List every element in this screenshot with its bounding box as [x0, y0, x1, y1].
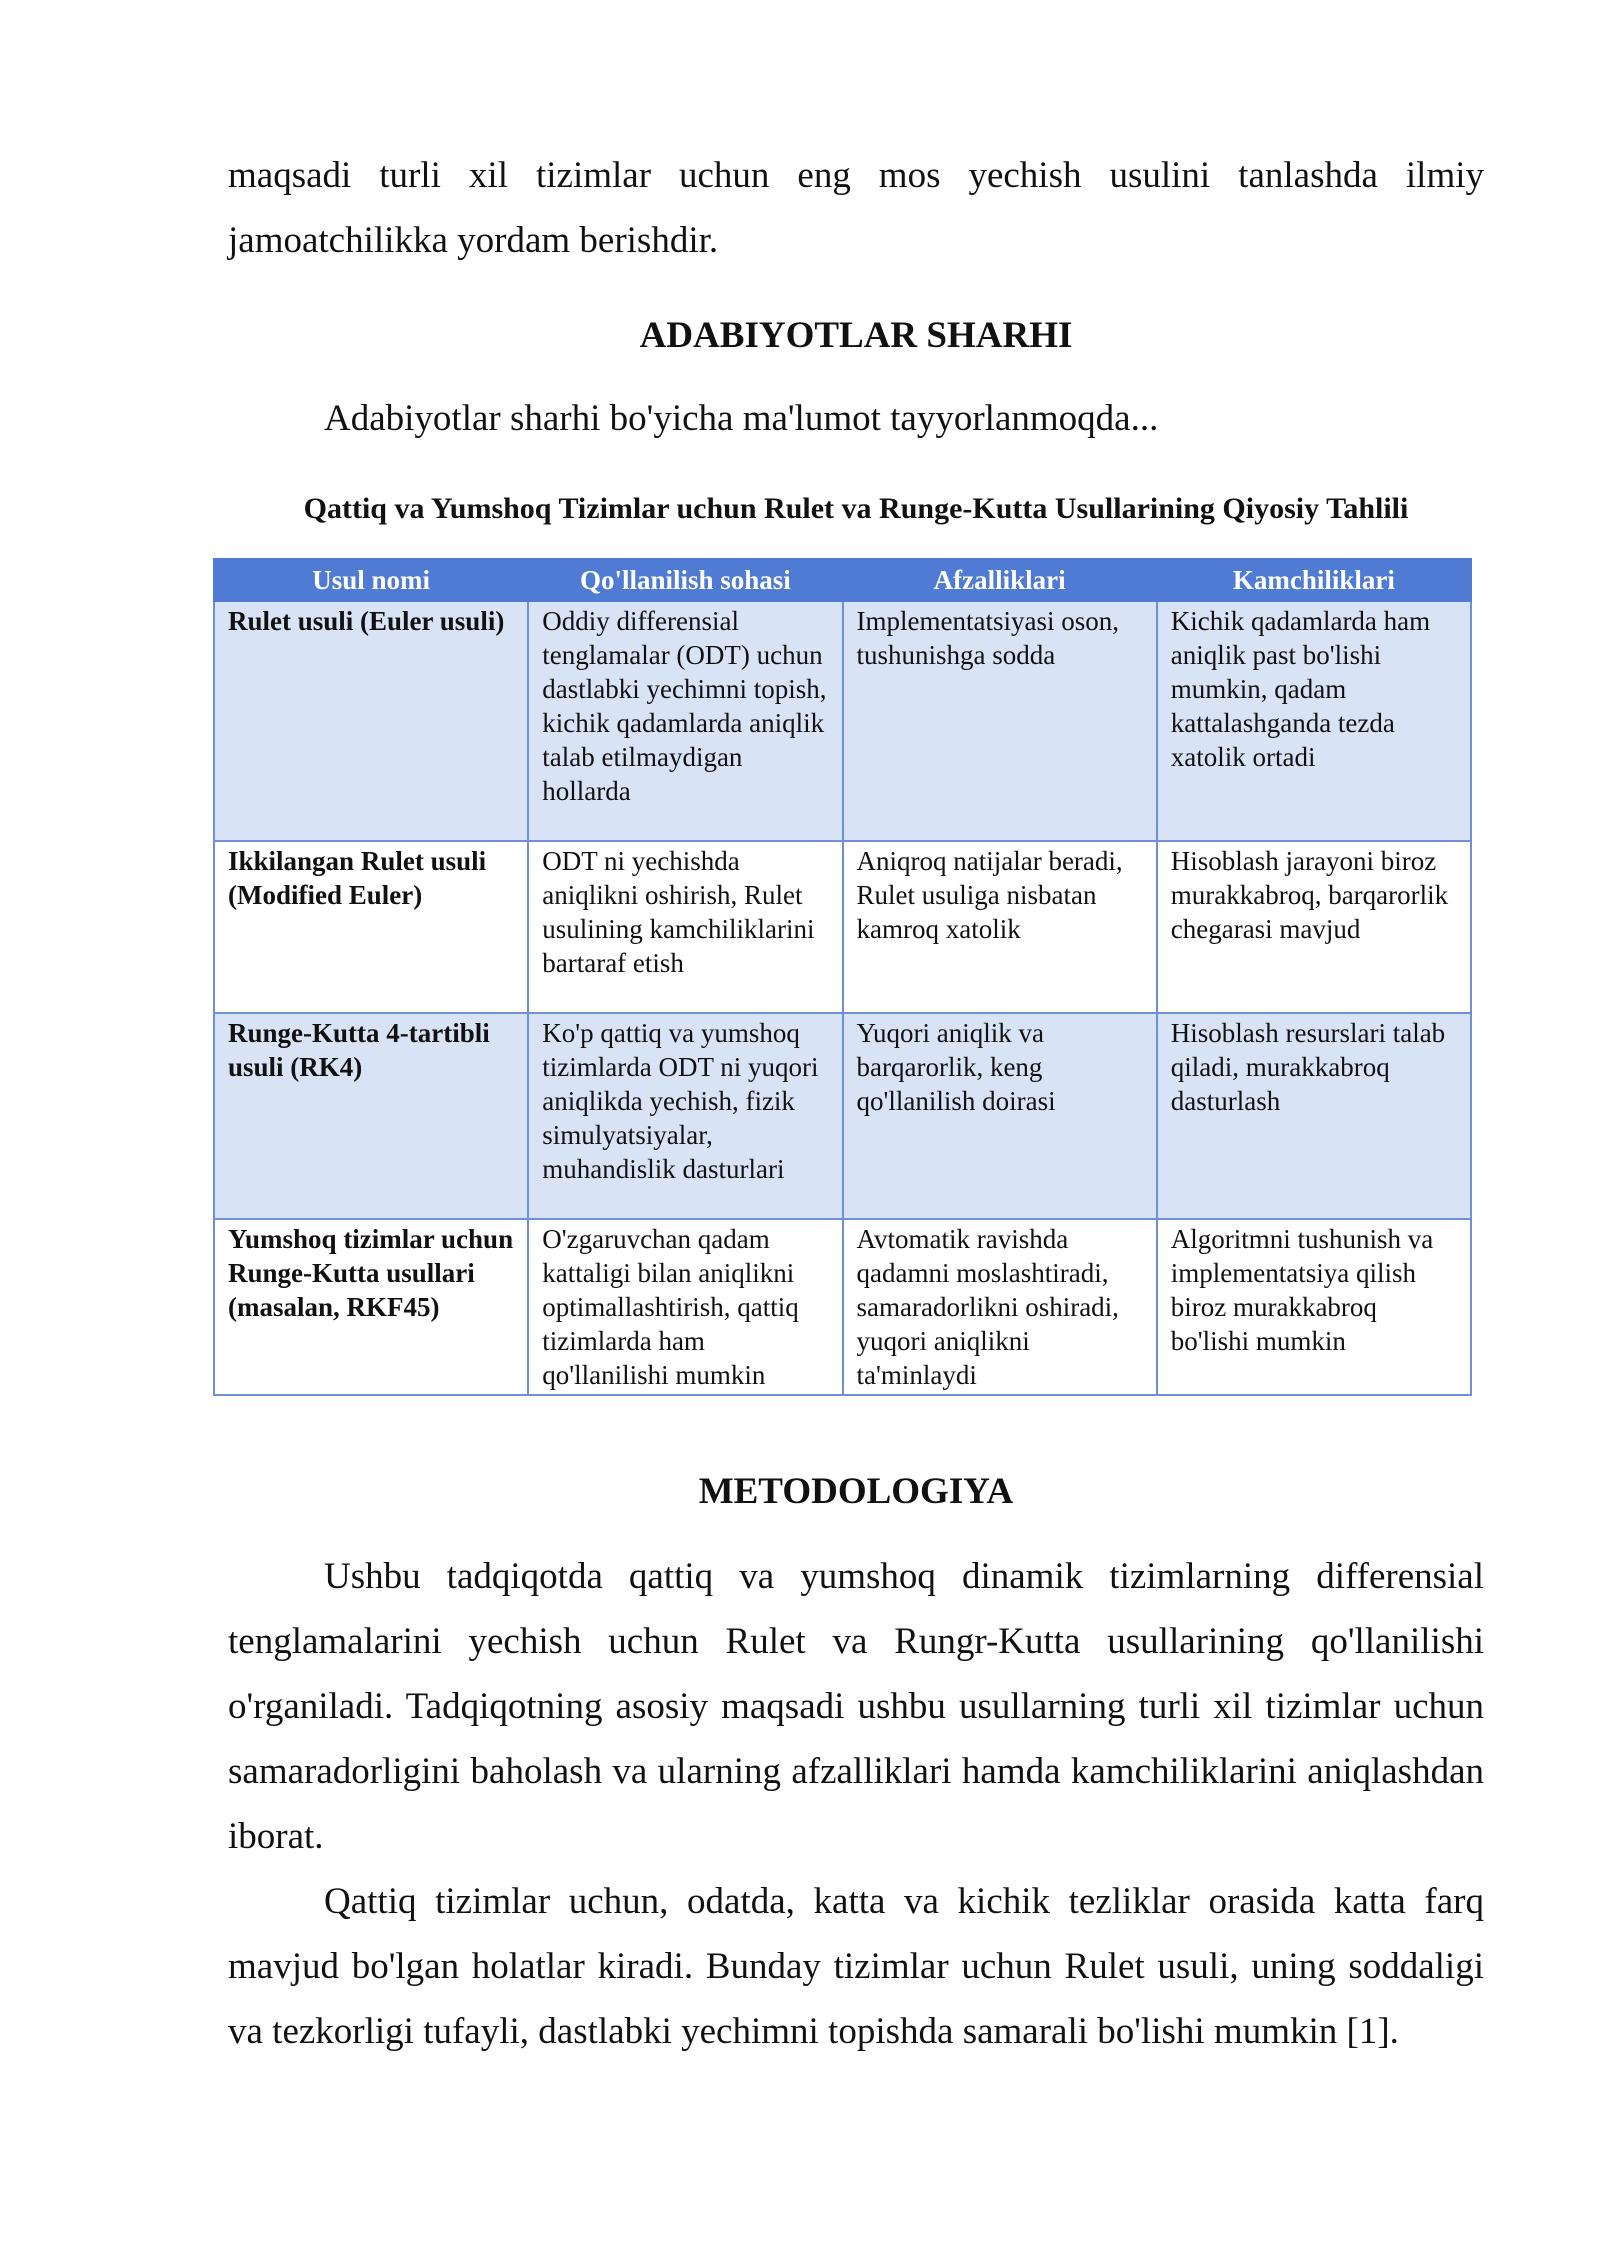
- application-cell: O'zgaruvchan qadam kattaligi bilan aniqlikni optimallashtirish, qattiq tizimlarda ham qo'llanilishi mumkin: [528, 1219, 842, 1395]
- intro-paragraph: maqsadi turli xil tizimlar uchun eng mos yechish usulini tanlashda ilmiy jamoatchilikka yordam berishdir.: [228, 155, 1484, 261]
- disadvantages-cell: Hisoblash jarayoni biroz murakkabroq, barqarorlik chegarasi mavjud: [1157, 841, 1471, 1013]
- methodology-heading: METODOLOGIYA: [698, 1471, 1014, 1512]
- table-header-row: [214, 559, 1471, 601]
- column-header-application: Qo'llanilish sohasi: [528, 559, 842, 601]
- table-row: [214, 841, 1471, 1013]
- disadvantages-cell: Hisoblash resurslari talab qiladi, murakkabroq dasturlash: [1157, 1013, 1471, 1219]
- disadvantages-cell: Algoritmni tushunish va implementatsiya qilish biroz murakkabroq bo'lishi mumkin: [1157, 1219, 1471, 1395]
- method-name-cell: Rulet usuli (Euler usuli): [214, 601, 528, 841]
- advantages-cell: Yuqori aniqlik va barqarorlik, keng qo'llanilish doirasi: [843, 1013, 1157, 1219]
- literature-heading: ADABIYOTLAR SHARHI: [639, 315, 1073, 356]
- disadvantages-cell: Kichik qadamlarda ham aniqlik past bo'lishi mumkin, qadam kattalashganda tezda xatolik ortadi: [1157, 601, 1471, 841]
- table-title: Qattiq va Yumshoq Tizimlar uchun Rulet va Runge-Kutta Usullarining Qiyosiy Tahlili: [303, 492, 1409, 525]
- application-cell: Ko'p qattiq va yumshoq tizimlarda ODT ni yuqori aniqlikda yechish, fizik simulyatsiyalar, muhandislik dasturlari: [528, 1013, 842, 1219]
- column-header-disadvantages: Kamchiliklari: [1157, 559, 1471, 601]
- table-row: [214, 1219, 1471, 1395]
- column-header-advantages: Afzalliklari: [843, 559, 1157, 601]
- method-name-cell: Runge-Kutta 4-tartibli usuli (RK4): [214, 1013, 528, 1219]
- application-cell: Oddiy differensial tenglamalar (ODT) uchun dastlabki yechimni topish, kichik qadamlarda aniqlik talab etilmaydigan hollarda: [528, 601, 842, 841]
- application-cell: ODT ni yechishda aniqlikni oshirish, Rulet usulining kamchiliklarini bartaraf etish: [528, 841, 842, 1013]
- advantages-cell: Avtomatik ravishda qadamni moslashtiradi, samaradorlikni oshiradi, yuqori aniqlikni ta'minlaydi: [843, 1219, 1157, 1395]
- table-row: [214, 601, 1471, 841]
- comparison-table: [213, 558, 1472, 1396]
- advantages-cell: Implementatsiyasi oson, tushunishga sodda: [843, 601, 1157, 841]
- methodology-paragraph-2: Qattiq tizimlar uchun, odatda, katta va kichik tezliklar orasida katta farq mavjud bo'lgan holatlar kiradi. Bunday tizimlar uchun Rulet usuli, uning soddaligi va tezkorligi tufayli, dastlabki yechimni topishda samarali bo'lishi mumkin [1].: [228, 1881, 1484, 2052]
- method-name-cell: Ikkilangan Rulet usuli (Modified Euler): [214, 841, 528, 1013]
- methodology-paragraph-1: Ushbu tadqiqotda qattiq va yumshoq dinamik tizimlarning differensial tenglamalarini yechish uchun Rulet va Rungr-Kutta usullarining qo'llanilishi o'rganiladi. Tadqiqotning asosiy maqsadi ushbu usullarning turli xil tizimlar uchun samaradorligini baholash va ularning afzalliklari hamda kamchiliklarini aniqlashdan iborat.: [228, 1556, 1484, 1857]
- column-header-method: Usul nomi: [214, 559, 528, 601]
- table-row: [214, 1013, 1471, 1219]
- literature-paragraph: Adabiyotlar sharhi bo'yicha ma'lumot tayyorlanmoqda...: [324, 398, 1159, 439]
- method-name-cell: Yumshoq tizimlar uchun Runge-Kutta usullari (masalan, RKF45): [214, 1219, 528, 1395]
- advantages-cell: Aniqroq natijalar beradi, Rulet usuliga nisbatan kamroq xatolik: [843, 841, 1157, 1013]
